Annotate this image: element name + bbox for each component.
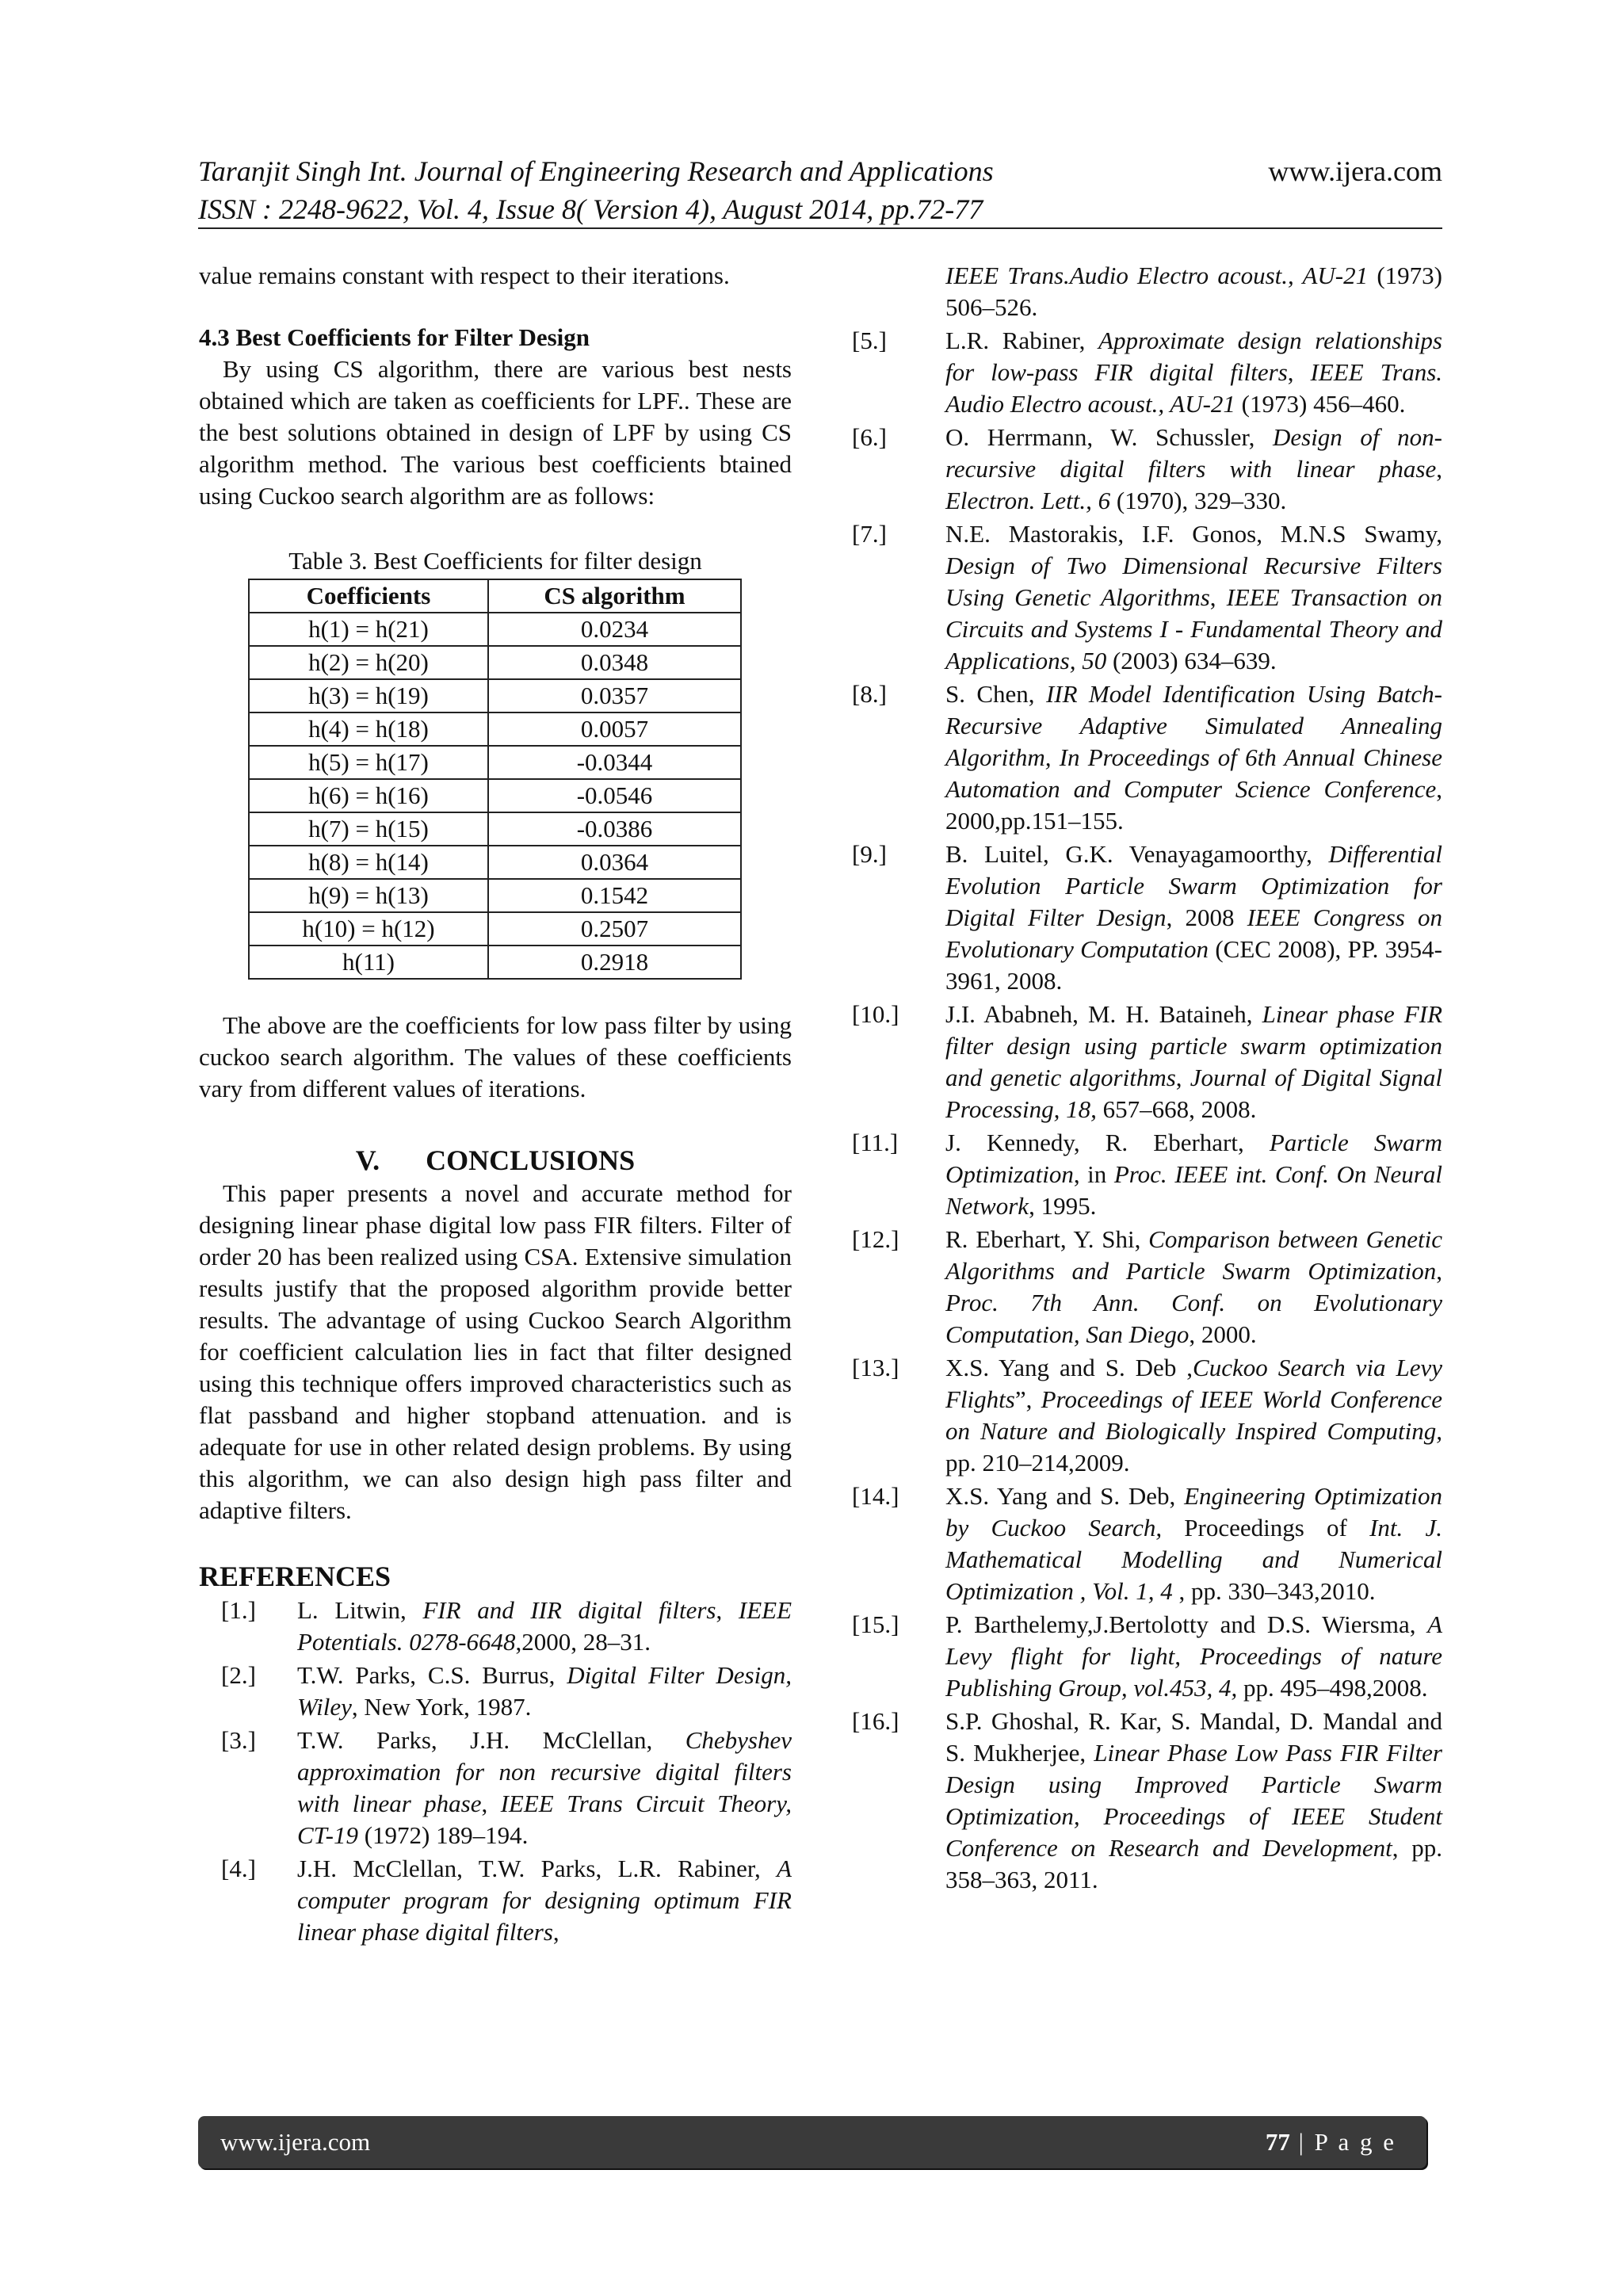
coefficient-value-cell: 0.2507 <box>488 912 741 946</box>
reference-italic-part: FIR and IIR digital filters <box>422 1596 716 1624</box>
reference-part: , 2000,pp.151–155. <box>945 775 1442 835</box>
reference-part: 657–668, 2008. <box>1096 1095 1257 1123</box>
reference-item <box>852 518 1442 677</box>
reference-text <box>945 1352 1442 1479</box>
reference-number: [12.] <box>852 1225 899 1253</box>
coefficient-name-cell: h(5) = h(17) <box>249 746 488 779</box>
table-row <box>249 779 741 812</box>
reference-italic-part: IEEE Trans. Audio Electro acoust., AU-21 <box>945 358 1443 418</box>
reference-part: Proceedings of <box>1162 1514 1370 1541</box>
reference-part: ,2000, 28–31. <box>515 1628 651 1656</box>
reference-italic-part: A Levy flight for light, Proceedings of nature Publishing Group, vol.453, 4, <box>945 1610 1442 1702</box>
header-url[interactable]: www.ijera.com <box>1268 155 1442 187</box>
reference-part: pp. 210–214,2009. <box>945 1449 1130 1477</box>
reference-part: , <box>1287 358 1311 386</box>
reference-part: X.S. Yang and S. Deb , <box>945 1354 1193 1381</box>
reference-part: S. Chen, <box>945 680 1046 708</box>
reference-item <box>852 999 1442 1125</box>
reference-italic-part: Journal of Digital Signal Processing, 18, <box>945 1064 1442 1123</box>
header-journal-line <box>198 152 1442 190</box>
coefficient-value-cell: 0.1542 <box>488 879 741 912</box>
reference-part: (1973) 456–460. <box>1235 390 1406 418</box>
reference-part: (CEC 2008), PP. 3954-3961, 2008. <box>945 935 1442 995</box>
table-row <box>249 912 741 946</box>
reference-italic-part: Digital Filter Design, Wiley <box>297 1661 792 1721</box>
coefficient-name-cell: h(2) = h(20) <box>249 646 488 679</box>
running-header <box>198 152 1442 228</box>
reference-text <box>297 1853 792 1948</box>
reference-item <box>199 1595 792 1658</box>
reference-italic-part: Linear Phase Low Pass FIR Filter Design using Improved Particle Swarm Optimization, Proceedings of IEEE Student Conference on Research and Development <box>945 1739 1442 1862</box>
table-row <box>249 613 741 646</box>
reference-italic-part: IIR Model Identification Using Batch-Recursive Adaptive Simulated Annealing Algorithm, In Proceedings of 6th Annual Chinese Automation and Computer Science Conference <box>945 680 1442 803</box>
reference-part: (2003) 634–639. <box>1106 647 1277 674</box>
intro-paragraph: value remains constant with respect to their iterations. <box>199 262 730 289</box>
coefficient-name-cell: h(10) = h(12) <box>249 912 488 946</box>
reference-part: N.E. Mastorakis, I.F. Gonos, M.N.S Swamy, <box>945 520 1442 548</box>
reference-item <box>852 1352 1442 1479</box>
reference-number: [13.] <box>852 1354 899 1381</box>
right-column <box>852 260 1442 1896</box>
coefficient-value-cell: -0.0344 <box>488 746 741 779</box>
reference-part: J. Kennedy, R. Eberhart, <box>945 1129 1270 1156</box>
reference-part: L.R. Rabiner, <box>945 327 1099 354</box>
reference-part: , <box>1436 455 1442 483</box>
coefficient-value-cell: 0.0364 <box>488 846 741 879</box>
reference-number: [9.] <box>852 840 887 868</box>
reference-italic-part: Cuckoo Search via Levy Flights <box>945 1354 1442 1413</box>
reference-italic-part: IEEE Trans Circuit Theory, CT-19 <box>297 1790 792 1849</box>
reference-text <box>297 1595 792 1658</box>
page-number: 77 <box>1265 2128 1290 2156</box>
header-issn: ISSN : 2248-9622, Vol. 4, Issue 8( Version 4), August 2014, pp.72-77 <box>198 193 983 225</box>
reference-italic-part: Design of Two Dimensional Recursive Filters Using Genetic Algorithms <box>945 552 1442 611</box>
table-header-row <box>249 579 741 613</box>
coefficient-value-cell: 0.0348 <box>488 646 741 679</box>
header-rule <box>198 227 1442 229</box>
section-4-3-heading: 4.3 Best Coefficients for Filter Design <box>199 323 590 351</box>
reference-italic-part: Proc. IEEE int. Conf. On Neural Network <box>945 1160 1442 1220</box>
page-footer <box>198 2116 1426 2168</box>
reference-part: T.W. Parks, C.S. Burrus, <box>297 1661 567 1689</box>
footer-page <box>1266 2116 1396 2168</box>
coefficient-name-cell: h(4) = h(18) <box>249 712 488 746</box>
table-header-cell: CS algorithm <box>488 579 741 613</box>
reference-number: [3.] <box>221 1726 256 1754</box>
reference-part: , New York, 1987. <box>351 1693 532 1721</box>
reference-number: [6.] <box>852 423 887 451</box>
coefficient-name-cell: h(8) = h(14) <box>249 846 488 879</box>
reference-italic-part: IEEE Congress on Evolutionary Computation <box>945 904 1443 963</box>
reference-italic-part: Proceedings of IEEE World Conference on Nature and Biologically Inspired Computing, <box>945 1385 1442 1445</box>
reference-text <box>945 1609 1442 1704</box>
table-body <box>249 613 741 979</box>
reference-item <box>852 1127 1442 1222</box>
table-row <box>249 812 741 846</box>
table-row <box>249 746 741 779</box>
reference-text <box>945 325 1442 420</box>
reference-number: [5.] <box>852 327 887 354</box>
table-row <box>249 646 741 679</box>
reference-part: , 2008 <box>1166 904 1247 931</box>
reference-part: ”, <box>1014 1385 1041 1413</box>
table-row <box>249 946 741 979</box>
references-list-right <box>852 260 1442 1896</box>
reference-part: , <box>716 1596 739 1624</box>
conclusions-title: CONCLUSIONS <box>426 1144 636 1176</box>
reference-italic-part: IEEE Potentials. 0278-6648 <box>297 1596 792 1656</box>
reference-item <box>852 839 1442 997</box>
reference-italic-part: Linear phase FIR filter design using particle swarm optimization and genetic algorithms <box>945 1000 1443 1091</box>
reference-part: , <box>1209 583 1227 611</box>
reference-number: [1.] <box>221 1596 256 1624</box>
reference-part: , <box>1436 1257 1442 1285</box>
reference-italic-part: Design of non-recursive digital filters with linear phase <box>945 423 1442 483</box>
reference-part: pp. 495–498,2008. <box>1237 1674 1428 1702</box>
footer-page-word: P a g e <box>1314 2128 1396 2156</box>
reference-text <box>945 1224 1442 1350</box>
reference-text <box>945 260 1442 323</box>
reference-item <box>199 1725 792 1851</box>
reference-part: , 1995. <box>1029 1192 1097 1220</box>
reference-italic-part: Approximate design relationships for low-pass FIR digital filters <box>945 327 1442 386</box>
reference-item <box>852 422 1442 517</box>
reference-number: [14.] <box>852 1482 899 1510</box>
reference-part: , <box>481 1790 501 1817</box>
reference-part: P. Barthelemy,J.Bertolotty and D.S. Wiersma, <box>945 1610 1428 1638</box>
reference-text <box>945 999 1442 1125</box>
reference-item <box>852 260 1442 323</box>
reference-number: [16.] <box>852 1707 899 1735</box>
reference-part: , pp. 358–363, 2011. <box>945 1834 1443 1893</box>
coefficient-value-cell: 0.0057 <box>488 712 741 746</box>
reference-item <box>852 1224 1442 1350</box>
reference-text <box>945 518 1442 677</box>
reference-number: [7.] <box>852 520 887 548</box>
coefficient-name-cell: h(9) = h(13) <box>249 879 488 912</box>
reference-text <box>945 678 1442 837</box>
reference-italic-part: Proc. 7th Ann. Conf. on Evolutionary Computation, San Diego <box>945 1289 1442 1348</box>
reference-text <box>945 839 1442 997</box>
reference-text <box>945 1127 1442 1222</box>
reference-item <box>852 1480 1442 1607</box>
reference-item <box>852 1706 1442 1896</box>
table-caption: Table 3. Best Coefficients for filter design <box>288 547 702 575</box>
reference-part: X.S. Yang and S. Deb, <box>945 1482 1185 1510</box>
table-row <box>249 712 741 746</box>
coefficient-name-cell: h(1) = h(21) <box>249 613 488 646</box>
reference-part: T.W. Parks, J.H. McClellan, <box>297 1726 685 1754</box>
reference-part: (1973) 506–526. <box>945 262 1442 321</box>
reference-part: B. Luitel, G.K. Venayagamoorthy, <box>945 840 1329 868</box>
references-list-left <box>199 1595 792 1948</box>
reference-italic-part: Chebyshev approximation for non recursive digital filters with linear phase <box>297 1726 792 1817</box>
reference-part: , <box>1175 1064 1190 1091</box>
conclusions-body: This paper presents a novel and accurate method for designing linear phase digital low pass FIR filters. Filter of order 20 has been realized using CSA. Extensive simulation results justify that the proposed algorithm provide better results. The advantage of using Cuckoo Search Algorithm for coefficient calculation lies in fact that filter designed using this technique offers improved characteristics such as flat passband and higher stopband attenuation. and is adequate for use in other related design problems. By using this algorithm, we can also design high pass filter and adaptive filters. <box>199 1179 792 1524</box>
footer-separator: | <box>1289 2128 1315 2156</box>
reference-part: J.H. McClellan, T.W. Parks, L.R. Rabiner, <box>297 1855 777 1882</box>
reference-number: [10.] <box>852 1000 899 1028</box>
reference-text <box>945 1480 1442 1607</box>
reference-part: L. Litwin, <box>297 1596 423 1624</box>
reference-part: J.I. Ababneh, M. H. Bataineh, <box>945 1000 1262 1028</box>
reference-italic-part: Int. J. Mathematical Modelling and Numerical Optimization , Vol. 1, 4 <box>945 1514 1442 1605</box>
reference-part: (1970), 329–330. <box>1110 487 1287 514</box>
coefficient-name-cell: h(7) = h(15) <box>249 812 488 846</box>
reference-part: , <box>552 1918 559 1946</box>
reference-item <box>199 1853 792 1948</box>
coefficients-table <box>248 579 742 980</box>
conclusions-number: V. <box>355 1144 380 1176</box>
left-column <box>199 260 792 1948</box>
reference-item <box>852 678 1442 837</box>
reference-italic-part: Differential Evolution Particle Swarm Optimization for Digital Filter Design <box>945 840 1442 931</box>
reference-part: (1972) 189–194. <box>357 1821 529 1849</box>
coefficient-value-cell: -0.0386 <box>488 812 741 846</box>
reference-number: [2.] <box>221 1661 256 1689</box>
coefficient-name-cell: h(11) <box>249 946 488 979</box>
reference-italic-part: IEEE Transaction on Circuits and Systems I - Fundamental Theory and Applications, 50 <box>945 583 1442 674</box>
reference-part: , 2000. <box>1189 1320 1257 1348</box>
footer-url[interactable]: www.ijera.com <box>220 2128 371 2156</box>
table-row <box>249 846 741 879</box>
coefficient-value-cell: 0.2918 <box>488 946 741 979</box>
reference-item <box>852 1609 1442 1704</box>
reference-text <box>297 1725 792 1851</box>
table-header-cell: Coefficients <box>249 579 488 613</box>
coefficient-value-cell: -0.0546 <box>488 779 741 812</box>
reference-number: [11.] <box>852 1129 899 1156</box>
reference-italic-part: Particle Swarm Optimization <box>945 1129 1442 1188</box>
reference-part: O. Herrmann, W. Schussler, <box>945 423 1273 451</box>
reference-text <box>945 422 1442 517</box>
coefficient-name-cell: h(3) = h(19) <box>249 679 488 712</box>
conclusions-heading <box>199 1143 792 1178</box>
after-table-paragraph: The above are the coefficients for low pass filter by using cuckoo search algorithm. The values of these coefficients vary from different values of iterations. <box>199 1011 792 1102</box>
table-row <box>249 879 741 912</box>
reference-part: , pp. 330–343,2010. <box>1172 1577 1376 1605</box>
table-row <box>249 679 741 712</box>
reference-part: S.P. Ghoshal, R. Kar, S. Mandal, D. Mandal and S. Mukherjee, <box>945 1707 1442 1767</box>
reference-italic-part: Electron. Lett., 6 <box>945 487 1111 514</box>
references-heading: REFERENCES <box>199 1561 391 1592</box>
reference-text <box>945 1706 1442 1896</box>
reference-item <box>852 325 1442 420</box>
reference-italic-part: Engineering Optimization by Cuckoo Search, <box>945 1482 1442 1541</box>
reference-number: [8.] <box>852 680 887 708</box>
coefficient-value-cell: 0.0234 <box>488 613 741 646</box>
coefficient-value-cell: 0.0357 <box>488 679 741 712</box>
coefficient-name-cell: h(6) = h(16) <box>249 779 488 812</box>
header-journal: Taranjit Singh Int. Journal of Engineering Research and Applications <box>198 155 994 187</box>
reference-part: R. Eberhart, Y. Shi, <box>945 1225 1149 1253</box>
reference-number: [4.] <box>221 1855 256 1882</box>
section-4-3-body: By using CS algorithm, there are various best nests obtained which are taken as coefficients for LPF.. These are the best solutions obtained in design of LPF by using CS algorithm method. The various best coefficients btained using Cuckoo search algorithm are as follows: <box>199 355 792 510</box>
reference-part: , in <box>1073 1160 1114 1188</box>
reference-italic-part: IEEE Trans.Audio Electro acoust., AU-21 <box>945 262 1369 289</box>
reference-text <box>297 1660 792 1723</box>
reference-number: [15.] <box>852 1610 899 1638</box>
reference-italic-part: A computer program for designing optimum FIR linear phase digital filters <box>297 1855 792 1946</box>
reference-item <box>199 1660 792 1723</box>
reference-italic-part: Comparison between Genetic Algorithms and Particle Swarm Optimization <box>945 1225 1442 1285</box>
